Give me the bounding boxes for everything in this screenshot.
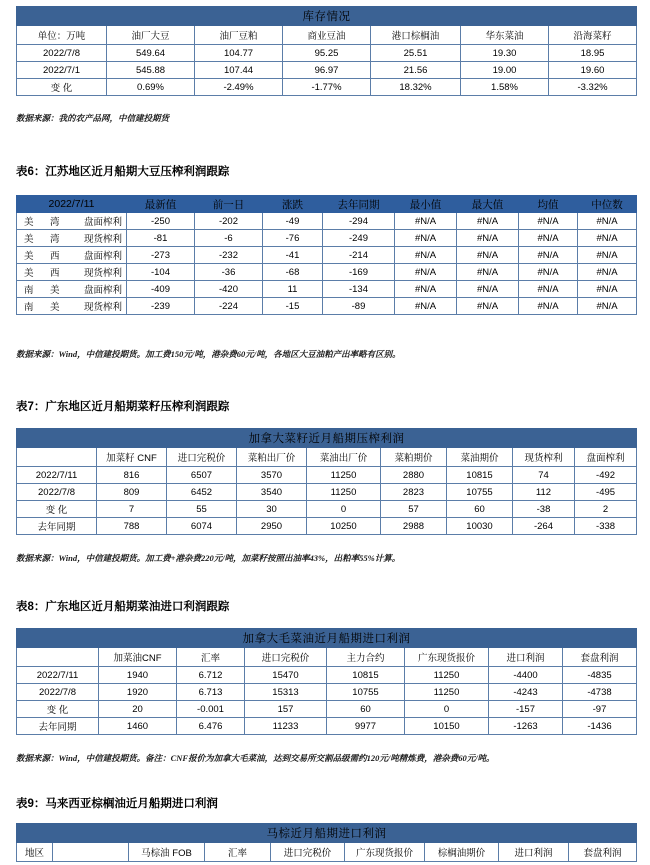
table9-header-cell: 套盘利润: [569, 843, 637, 862]
table6-header-cell: 最大值: [457, 196, 519, 213]
cell: 2988: [381, 518, 447, 535]
cell: -15: [263, 298, 323, 315]
label-part: 美: [24, 268, 34, 279]
row-label: [17, 247, 127, 264]
cell: -273: [127, 247, 195, 264]
cell: 1.58%: [461, 79, 549, 96]
cell: 10755: [447, 484, 513, 501]
cell: -4243: [489, 684, 563, 701]
cell: 10755: [327, 684, 405, 701]
table-row: [17, 247, 637, 264]
cell: #N/A: [578, 230, 637, 247]
cell: 107.44: [195, 62, 283, 79]
cell: -104: [127, 264, 195, 281]
cell: 15470: [245, 667, 327, 684]
table7-header-cell: 菜粕出厂价: [237, 448, 307, 467]
cell: #N/A: [578, 298, 637, 315]
cell: 3570: [237, 467, 307, 484]
cell: #N/A: [395, 298, 457, 315]
source-label: 数据来源：: [16, 553, 59, 563]
cell: 25.51: [371, 45, 461, 62]
cell: 19.60: [549, 62, 637, 79]
table-row: [17, 501, 637, 518]
cell: 11250: [405, 667, 489, 684]
cell: -1263: [489, 718, 563, 735]
cell: #N/A: [457, 247, 519, 264]
cell: 157: [245, 701, 327, 718]
cell: #N/A: [519, 213, 578, 230]
table9-banner: 马棕近月船期进口利润: [17, 824, 637, 843]
cell: 95.25: [283, 45, 371, 62]
table9-header-cell: [53, 843, 129, 862]
table6-title: 表6：江苏地区近月船期大豆压榨利润跟踪: [16, 166, 230, 178]
cell: 9977: [327, 718, 405, 735]
cell: 0.69%: [107, 79, 195, 96]
table8-header-row: [17, 648, 637, 667]
table-row: [17, 230, 637, 247]
cell: -49: [263, 213, 323, 230]
cell: -68: [263, 264, 323, 281]
cell: 10250: [307, 518, 381, 535]
cell: 18.95: [549, 45, 637, 62]
table8-header-cell: 套盘利润: [563, 648, 637, 667]
table-row: [17, 213, 637, 230]
cell: -3.32%: [549, 79, 637, 96]
cell: 10150: [405, 718, 489, 735]
cell: #N/A: [519, 247, 578, 264]
cell: 7: [97, 501, 167, 518]
table-row: [17, 701, 637, 718]
table8-title: 表8：广东地区近月船期菜油进口利润跟踪: [16, 601, 230, 613]
table6-header-cell: 前一日: [195, 196, 263, 213]
table8-header-cell: [17, 648, 99, 667]
table7-header-row: [17, 448, 637, 467]
inventory-table-wrap: [16, 6, 636, 96]
cell: -2.49%: [195, 79, 283, 96]
cell: #N/A: [519, 298, 578, 315]
table6-header-cell: 最小值: [395, 196, 457, 213]
cell: -134: [323, 281, 395, 298]
cell: #N/A: [519, 264, 578, 281]
cell: 809: [97, 484, 167, 501]
label-part: 现货榨利: [84, 268, 123, 279]
table7-banner-row: [17, 429, 637, 448]
cell: 21.56: [371, 62, 461, 79]
source-label: 数据来源：: [16, 349, 59, 359]
cell: 20: [99, 701, 177, 718]
source-text: Wind，中信建投期货。加工费+港杂费220元/吨，加菜籽按照出油率43%，出粕率55%计算。: [58, 553, 401, 563]
table-row: [17, 79, 637, 96]
cell: -250: [127, 213, 195, 230]
label-part: 盘面榨利: [84, 251, 123, 262]
table6-header-cell: 涨跌: [263, 196, 323, 213]
table9-header-cell: 棕榈油期价: [425, 843, 499, 862]
label-part: 湾: [50, 217, 60, 228]
cell: #N/A: [457, 213, 519, 230]
table7-header-cell: 盘面榨利: [575, 448, 637, 467]
table7-header-cell: 菜油出厂价: [307, 448, 381, 467]
row-label: 变 化: [17, 701, 99, 718]
row-label: 2022/7/11: [17, 467, 97, 484]
row-label: [17, 281, 127, 298]
inventory-header-cell: 华东菜油: [461, 26, 549, 45]
table-row: [17, 518, 637, 535]
cell: -492: [575, 467, 637, 484]
cell: 10030: [447, 518, 513, 535]
cell: -239: [127, 298, 195, 315]
row-label: [17, 213, 127, 230]
table-row: [17, 467, 637, 484]
row-label: 变 化: [17, 501, 97, 518]
cell: -81: [127, 230, 195, 247]
table9-header-cell: 进口利润: [499, 843, 569, 862]
cell: 57: [381, 501, 447, 518]
cell: #N/A: [395, 281, 457, 298]
cell: -232: [195, 247, 263, 264]
cell: 60: [447, 501, 513, 518]
cell: 6507: [167, 467, 237, 484]
table7-header-cell: 进口完税价: [167, 448, 237, 467]
source-label: 数据来源：: [16, 753, 59, 763]
cell: 6.713: [177, 684, 245, 701]
cell: #N/A: [578, 213, 637, 230]
inventory-source-note: 数据来源：我的农产品网，中信建投期货: [16, 113, 170, 123]
table8-header-cell: 广东现货报价: [405, 648, 489, 667]
table6-header-cell: 中位数: [578, 196, 637, 213]
table7-banner: 加拿大菜籽近月船期压榨利润: [17, 429, 637, 448]
row-label: 2022/7/8: [17, 484, 97, 501]
inventory-header-row: [17, 26, 637, 45]
label-part: 西: [50, 268, 60, 279]
table7-header-cell: 现货榨利: [513, 448, 575, 467]
cell: #N/A: [457, 230, 519, 247]
table9-header-cell: 汇率: [205, 843, 271, 862]
cell: 0: [307, 501, 381, 518]
label-part: 南: [24, 302, 34, 313]
cell: 96.97: [283, 62, 371, 79]
table9-header-cell: 地区: [17, 843, 53, 862]
cell: #N/A: [578, 247, 637, 264]
cell: -89: [323, 298, 395, 315]
cell: #N/A: [395, 230, 457, 247]
inventory-header-cell: 油厂豆粕: [195, 26, 283, 45]
cell: 2880: [381, 467, 447, 484]
table8-banner-row: [17, 629, 637, 648]
table8-source-note: [16, 752, 495, 764]
soybean-crush-table: [16, 195, 637, 315]
cell: 74: [513, 467, 575, 484]
row-label: [17, 298, 127, 315]
cell: 112: [513, 484, 575, 501]
inventory-header-cell: 商业豆油: [283, 26, 371, 45]
cell: 11250: [307, 484, 381, 501]
cell: 6074: [167, 518, 237, 535]
table9-wrap: [16, 823, 636, 862]
cell: 19.00: [461, 62, 549, 79]
label-part: 美: [50, 285, 60, 296]
cell: -4400: [489, 667, 563, 684]
cell: -41: [263, 247, 323, 264]
cell: -4738: [563, 684, 637, 701]
row-label: [17, 264, 127, 281]
table-row: [17, 667, 637, 684]
inventory-banner-row: [17, 7, 637, 26]
cell: -202: [195, 213, 263, 230]
cell: -214: [323, 247, 395, 264]
cell: 1460: [99, 718, 177, 735]
table7-wrap: [16, 428, 636, 535]
cell: 变 化: [17, 79, 107, 96]
label-part: 盘面榨利: [84, 285, 123, 296]
table9-header-cell: 马棕油 FOB: [129, 843, 205, 862]
cell: #N/A: [457, 264, 519, 281]
cell: 549.64: [107, 45, 195, 62]
cell: #N/A: [395, 213, 457, 230]
row-label: 去年同期: [17, 718, 99, 735]
cell: 15313: [245, 684, 327, 701]
row-label: 去年同期: [17, 518, 97, 535]
cell: 30: [237, 501, 307, 518]
table-row: [17, 484, 637, 501]
cell: 3540: [237, 484, 307, 501]
table-row: [17, 62, 637, 79]
inventory-header-cell: 油厂大豆: [107, 26, 195, 45]
label-part: 西: [50, 251, 60, 262]
source-text: Wind，中信建投期货。加工费150元/吨，港杂费60元/吨，各地区大豆油粕产出率略有区别。: [58, 349, 401, 359]
cell: 10815: [447, 467, 513, 484]
label-part: 盘面榨利: [84, 217, 123, 228]
row-label: 2022/7/11: [17, 667, 99, 684]
inventory-header-cell: 单位：万吨: [17, 26, 107, 45]
table6-header-cell: 2022/7/11: [17, 196, 127, 213]
cell: -294: [323, 213, 395, 230]
label-part: 南: [24, 285, 34, 296]
cell: -1.77%: [283, 79, 371, 96]
cell: -97: [563, 701, 637, 718]
table-row: [17, 684, 637, 701]
table6-header-cell: 去年同期: [323, 196, 395, 213]
cell: 55: [167, 501, 237, 518]
table8-banner: 加拿大毛菜油近月船期进口利润: [17, 629, 637, 648]
cell: 2022/7/1: [17, 62, 107, 79]
table9-header-cell: 广东现货报价: [345, 843, 425, 862]
table7-title: 表7：广东地区近月船期菜籽压榨利润跟踪: [16, 401, 230, 413]
cell: -224: [195, 298, 263, 315]
cell: 6.712: [177, 667, 245, 684]
cell: 11233: [245, 718, 327, 735]
cell: -36: [195, 264, 263, 281]
cell: 11250: [405, 684, 489, 701]
cell: 788: [97, 518, 167, 535]
cell: #N/A: [519, 230, 578, 247]
table6-header-cell: 均值: [519, 196, 578, 213]
table8-wrap: [16, 628, 636, 735]
inventory-banner: 库存情况: [17, 7, 637, 26]
label-part: 湾: [50, 234, 60, 245]
cell: -495: [575, 484, 637, 501]
table6-header-row: [17, 196, 637, 213]
table6-wrap: [16, 195, 636, 315]
label-part: 美: [24, 251, 34, 262]
table-row: [17, 298, 637, 315]
table7-header-cell: [17, 448, 97, 467]
label-part: 现货榨利: [84, 234, 123, 245]
cell: -169: [323, 264, 395, 281]
cell: 6452: [167, 484, 237, 501]
cell: -4835: [563, 667, 637, 684]
inventory-table: [16, 6, 637, 96]
table8-header-cell: 主力合约: [327, 648, 405, 667]
cell: -76: [263, 230, 323, 247]
inventory-header-cell: 沿海菜籽: [549, 26, 637, 45]
inventory-header-cell: 港口棕榈油: [371, 26, 461, 45]
cell: #N/A: [395, 247, 457, 264]
label-part: 美: [24, 217, 34, 228]
table-row: [17, 264, 637, 281]
cell: 1940: [99, 667, 177, 684]
cell: 0: [405, 701, 489, 718]
cell: #N/A: [457, 281, 519, 298]
cell: -157: [489, 701, 563, 718]
table6-source-note: [16, 348, 401, 360]
cell: 11: [263, 281, 323, 298]
cell: 11250: [307, 467, 381, 484]
table7-header-cell: 菜油期价: [447, 448, 513, 467]
cell: 2950: [237, 518, 307, 535]
cell: #N/A: [578, 264, 637, 281]
cell: #N/A: [395, 264, 457, 281]
table7-header-cell: 菜粕期价: [381, 448, 447, 467]
cell: -38: [513, 501, 575, 518]
table6-header-cell: 最新值: [127, 196, 195, 213]
table9-banner-row: [17, 824, 637, 843]
cell: 816: [97, 467, 167, 484]
cell: 104.77: [195, 45, 283, 62]
table-row: [17, 45, 637, 62]
cell: 2823: [381, 484, 447, 501]
cell: 6.476: [177, 718, 245, 735]
cell: 545.88: [107, 62, 195, 79]
cell: 1920: [99, 684, 177, 701]
table9-header-cell: 进口完税价: [271, 843, 345, 862]
label-part: 美: [24, 234, 34, 245]
cell: -6: [195, 230, 263, 247]
row-label: 2022/7/8: [17, 684, 99, 701]
cell: #N/A: [457, 298, 519, 315]
cell: #N/A: [578, 281, 637, 298]
cell: -420: [195, 281, 263, 298]
cell: 60: [327, 701, 405, 718]
table9-title: 表9：马来西亚棕榈油近月船期进口利润: [16, 798, 218, 810]
table8-header-cell: 进口利润: [489, 648, 563, 667]
table-row: [17, 281, 637, 298]
cell: -249: [323, 230, 395, 247]
rapeoil-import-table: [16, 628, 637, 735]
cell: 18.32%: [371, 79, 461, 96]
cell: -1436: [563, 718, 637, 735]
source-text: Wind，中信建投期货。备注：CNF报价为加拿大毛菜油，达到交易所交割品级需约120元/吨精炼费，港杂费60元/吨。: [58, 753, 495, 763]
cell: -264: [513, 518, 575, 535]
table7-source-note: [16, 552, 400, 564]
table8-header-cell: 进口完税价: [245, 648, 327, 667]
cell: 19.30: [461, 45, 549, 62]
table8-header-cell: 汇率: [177, 648, 245, 667]
cell: #N/A: [519, 281, 578, 298]
table-row: [17, 718, 637, 735]
table9-header-row: [17, 843, 637, 862]
table8-header-cell: 加菜油CNF: [99, 648, 177, 667]
cell: 10815: [327, 667, 405, 684]
table7-header-cell: 加菜籽 CNF: [97, 448, 167, 467]
cell: 2022/7/8: [17, 45, 107, 62]
label-part: 现货榨利: [84, 302, 123, 313]
palmoil-import-table: [16, 823, 637, 862]
cell: -0.001: [177, 701, 245, 718]
rapeseed-crush-table: [16, 428, 637, 535]
cell: -338: [575, 518, 637, 535]
label-part: 美: [50, 302, 60, 313]
cell: 2: [575, 501, 637, 518]
row-label: [17, 230, 127, 247]
cell: -409: [127, 281, 195, 298]
